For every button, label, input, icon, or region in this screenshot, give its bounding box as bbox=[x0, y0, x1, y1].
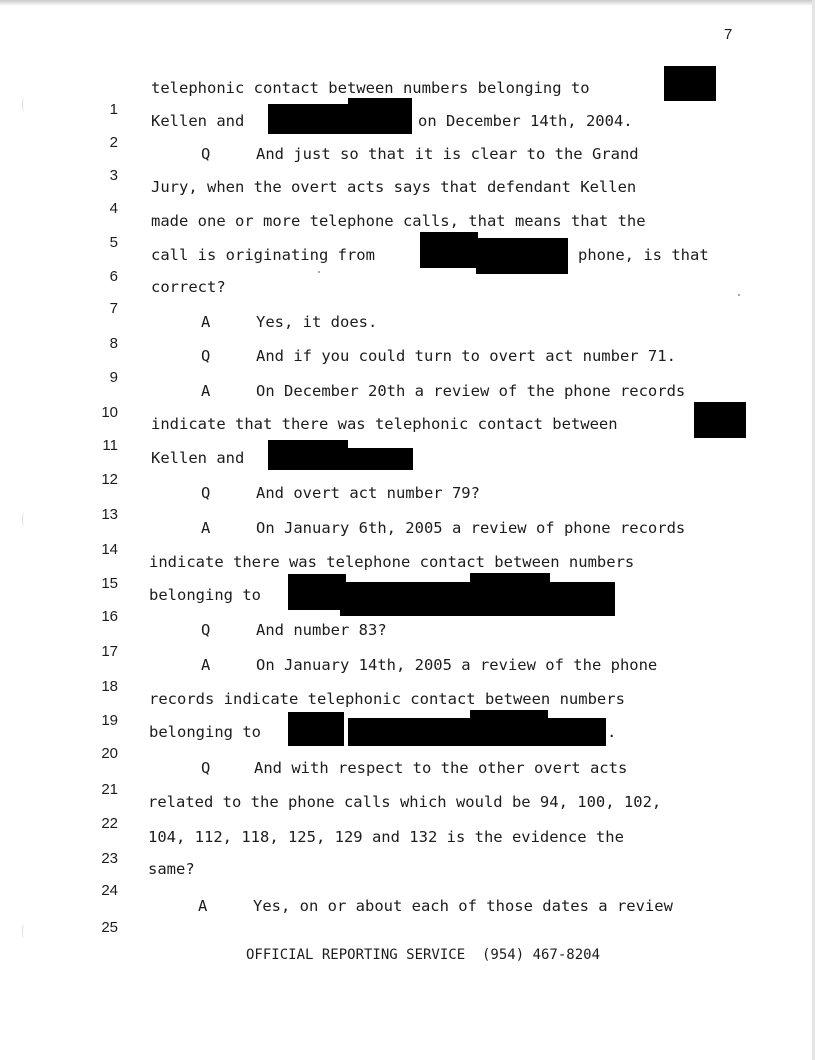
scan-edge bbox=[0, 0, 815, 6]
line-number: 10 bbox=[101, 404, 118, 421]
line-number: 1 bbox=[109, 101, 118, 118]
line-text: call is originating from bbox=[151, 246, 375, 264]
scan-mark bbox=[22, 512, 26, 526]
line-text: indicate there was telephone contact between numbers bbox=[149, 553, 635, 571]
line-text: belonging to bbox=[149, 723, 261, 741]
speaker-label: A bbox=[201, 382, 211, 400]
transcript-line bbox=[0, 413, 790, 454]
line-text: On January 6th, 2005 a review of phone records bbox=[256, 519, 686, 537]
line-text: telephonic contact between numbers belonging to bbox=[151, 79, 590, 97]
line-text: related to the phone calls which would be 94, 100, 102, bbox=[148, 793, 662, 811]
line-text: same? bbox=[148, 860, 195, 878]
transcript-line bbox=[0, 688, 790, 729]
line-text: Jury, when the overt acts says that defendant Kellen bbox=[151, 178, 637, 196]
transcript-line bbox=[0, 482, 790, 523]
line-text: And if you could turn to overt act number 71. bbox=[256, 347, 676, 365]
line-number: 5 bbox=[109, 234, 118, 251]
line-number: 4 bbox=[109, 200, 118, 217]
line-number: 25 bbox=[101, 919, 118, 936]
line-text: correct? bbox=[151, 278, 226, 296]
line-number: 19 bbox=[101, 712, 118, 729]
redaction-bar bbox=[664, 66, 716, 101]
transcript-line bbox=[0, 654, 790, 695]
redaction-bar bbox=[348, 98, 412, 134]
speaker-label: Q bbox=[201, 484, 211, 502]
line-text: made one or more telephone calls, that means that the bbox=[151, 212, 646, 230]
transcript-line bbox=[0, 380, 790, 421]
line-text: on December 14th, 2004. bbox=[418, 112, 633, 130]
transcript-line bbox=[0, 176, 790, 217]
line-number: 7 bbox=[109, 300, 118, 317]
line-number: 15 bbox=[101, 575, 118, 592]
line-number: 6 bbox=[109, 268, 118, 285]
transcript-line bbox=[0, 276, 790, 317]
line-text: And overt act number 79? bbox=[256, 484, 480, 502]
line-text: Yes, it does. bbox=[256, 313, 378, 331]
transcript-line bbox=[0, 791, 790, 832]
line-number: 21 bbox=[101, 781, 118, 798]
redaction-bar bbox=[288, 574, 346, 610]
redaction-bar bbox=[694, 402, 746, 438]
redaction-bar bbox=[476, 238, 568, 274]
line-number: 22 bbox=[101, 815, 118, 832]
line-number: 23 bbox=[101, 850, 118, 867]
speaker-label: A bbox=[201, 519, 211, 537]
line-number: 13 bbox=[101, 506, 118, 523]
line-number: 8 bbox=[109, 335, 118, 352]
speaker-label: A bbox=[201, 313, 211, 331]
transcript-line bbox=[0, 551, 790, 592]
line-text: On January 14th, 2005 a review of the phone bbox=[256, 656, 658, 674]
speaker-label: Q bbox=[201, 621, 211, 639]
line-number: 9 bbox=[109, 369, 118, 386]
redaction-bar bbox=[288, 712, 344, 746]
speaker-label: Q bbox=[201, 759, 211, 777]
transcript-line bbox=[0, 311, 790, 352]
scan-mark bbox=[22, 924, 26, 938]
line-text: records indicate telephonic contact between numbers bbox=[149, 690, 625, 708]
page-number: 7 bbox=[724, 26, 733, 43]
line-number: 16 bbox=[101, 608, 118, 625]
speaker-label: A bbox=[198, 897, 208, 915]
transcript-line bbox=[0, 517, 790, 558]
line-text: On December 20th a review of the phone records bbox=[256, 382, 686, 400]
line-number: 3 bbox=[109, 167, 118, 184]
line-number: 17 bbox=[101, 643, 118, 660]
redaction-bar bbox=[268, 440, 348, 470]
redaction-bar bbox=[340, 582, 615, 616]
speaker-label: Q bbox=[201, 145, 211, 163]
line-number: 24 bbox=[101, 882, 118, 899]
line-number: 14 bbox=[101, 541, 118, 558]
speaker-label: Q bbox=[201, 347, 211, 365]
scan-speck bbox=[318, 271, 320, 273]
line-text: And with respect to the other overt acts bbox=[254, 759, 628, 777]
scan-mark bbox=[22, 98, 26, 112]
speaker-label: A bbox=[201, 656, 211, 674]
transcript-line bbox=[0, 210, 790, 251]
line-text: . bbox=[607, 723, 617, 741]
redaction-bar bbox=[470, 710, 548, 722]
line-number: 11 bbox=[102, 437, 118, 454]
line-text: 104, 112, 118, 125, 129 and 132 is the evidence the bbox=[148, 828, 624, 846]
transcript-line bbox=[0, 858, 790, 899]
line-text: Kellen and bbox=[151, 449, 245, 467]
redaction-bar bbox=[346, 448, 413, 470]
line-number: 2 bbox=[109, 134, 118, 151]
scan-speck bbox=[738, 294, 740, 296]
redaction-bar bbox=[470, 573, 550, 585]
transcript-line bbox=[0, 895, 790, 936]
line-number: 12 bbox=[101, 471, 118, 488]
line-number: 18 bbox=[101, 678, 118, 695]
transcript-line bbox=[0, 826, 790, 867]
transcript-line bbox=[0, 244, 790, 285]
transcript-line bbox=[0, 619, 790, 660]
line-text: indicate that there was telephonic contact between bbox=[151, 415, 618, 433]
redaction-bar bbox=[348, 718, 606, 746]
line-text: phone, is that bbox=[578, 246, 709, 264]
line-text: And number 83? bbox=[256, 621, 387, 639]
transcript-line bbox=[0, 757, 790, 798]
transcript-line bbox=[0, 345, 790, 386]
line-text: Yes, on or about each of those dates a review bbox=[253, 897, 673, 915]
page-footer: OFFICIAL REPORTING SERVICE (954) 467-8204 bbox=[246, 947, 601, 963]
redaction-bar bbox=[268, 104, 350, 134]
line-number: 20 bbox=[101, 745, 118, 762]
transcript-line bbox=[0, 143, 790, 184]
redaction-bar bbox=[420, 232, 478, 268]
line-text: Kellen and bbox=[151, 112, 245, 130]
line-text: And just so that it is clear to the Grand bbox=[256, 145, 639, 163]
line-text: belonging to bbox=[149, 586, 261, 604]
